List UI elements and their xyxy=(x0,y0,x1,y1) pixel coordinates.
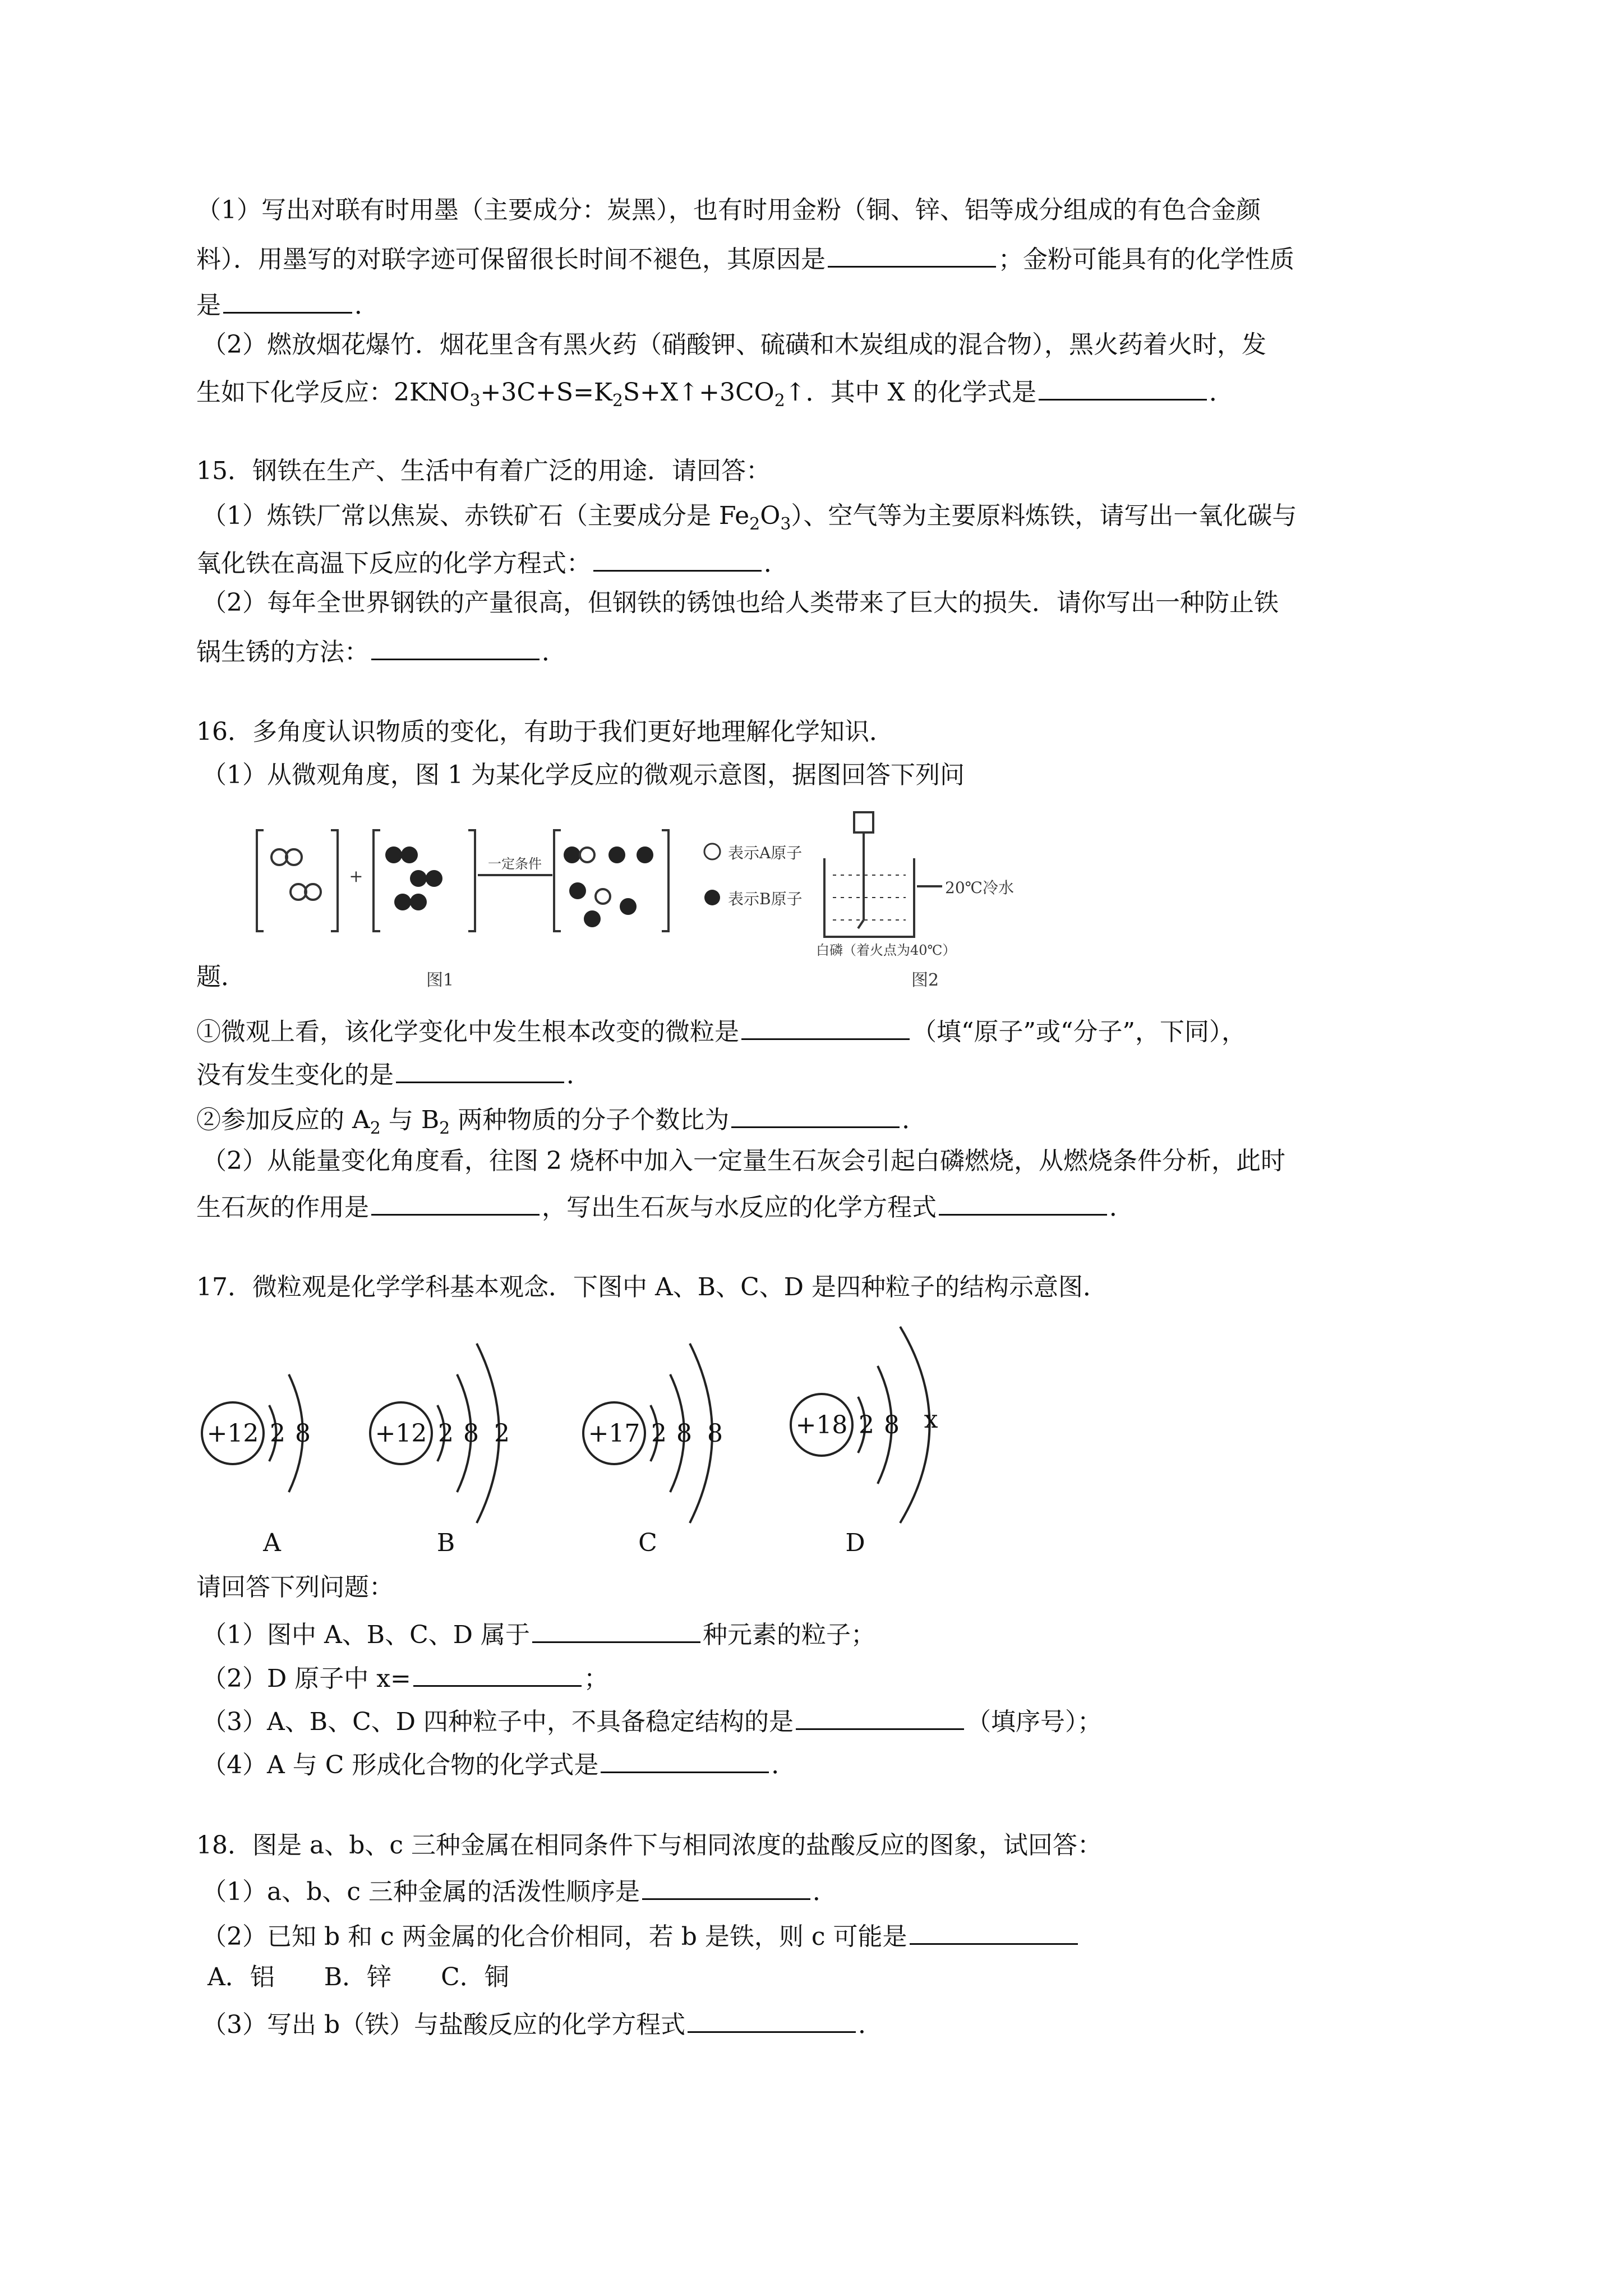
svg-text:+: + xyxy=(349,867,363,886)
fig1-caption: 图1 xyxy=(426,970,454,990)
q16-p1-line2: 题． xyxy=(196,963,246,991)
nucleus-c: +17 xyxy=(588,1419,640,1448)
nucleus-b: +12 xyxy=(375,1419,427,1448)
shell-a-1: 2 xyxy=(270,1419,285,1448)
q16-p2-line1: （2）从能量变化角度看，往图 2 烧杯中加入一定量生石灰会引起白磷燃烧，从燃烧条件分析，此时 xyxy=(202,1147,1285,1175)
q17-prompt: 请回答下列问题： xyxy=(196,1573,394,1602)
q17-s1: （1）图中 A、B、C、D 属于 种元素的粒子； xyxy=(202,1616,875,1652)
answer-blank[interactable] xyxy=(642,1872,810,1900)
q15-p1-line2: 氧化铁在高温下反应的化学方程式： ． xyxy=(196,544,789,581)
shell-b-3: 2 xyxy=(494,1419,510,1448)
answer-blank[interactable] xyxy=(910,1917,1078,1945)
shell-b-1: 2 xyxy=(438,1419,454,1448)
answer-blank[interactable] xyxy=(413,1659,582,1687)
q14-p1-line2: 料）．用墨写的对联字迹可保留很长时间不褪色，其原因是 ；金粉可能具有的化学性质 xyxy=(196,240,1294,277)
answer-blank[interactable] xyxy=(371,1188,540,1216)
label-a: A xyxy=(263,1529,281,1557)
shell-c-2: 8 xyxy=(676,1419,692,1448)
fig2-caption: 图2 xyxy=(911,970,939,990)
nucleus-d: +18 xyxy=(795,1411,848,1439)
answer-blank[interactable] xyxy=(796,1703,964,1730)
q17-title: 17．微粒观是化学学科基本观念．下图中 A、B、C、D 是四种粒子的结构示意图． xyxy=(196,1273,1108,1301)
answer-blank[interactable] xyxy=(601,1746,769,1773)
q18-s2: （2）已知 b 和 c 两金属的化合价相同，若 b 是铁，则 c 可能是 xyxy=(202,1917,1080,1954)
reaction-figure xyxy=(247,808,1077,959)
water-label: 20℃冷水 xyxy=(945,878,1014,897)
label-b: B xyxy=(436,1529,455,1557)
q16-s2: ②参加反应的 $A_2$ 与 $B_2$ 两种物质的分子个数比为 ． xyxy=(196,1101,926,1145)
shell-c-3: 8 xyxy=(707,1419,723,1448)
shell-b-2: 8 xyxy=(463,1419,479,1448)
answer-blank[interactable] xyxy=(828,240,996,268)
q16-s1-line2: 没有发生变化的是 ． xyxy=(196,1056,591,1092)
q18-title: 18．图是 a、b、c 三种金属在相同条件下与相同浓度的盐酸反应的图象，试回答： xyxy=(196,1831,1102,1860)
q15-p2-line1: （2）每年全世界钢铁的产量很高，但钢铁的锈蚀也给人类带来了巨大的损失．请你写出一种防止铁 xyxy=(202,588,1279,617)
answer-blank[interactable] xyxy=(371,633,540,660)
q15-p1-line1: （1）炼铁厂常以焦炭、赤铁矿石（主要成分是 $Fe_2O_3$）、空气等为主要原料炼铁，请写出一氧化碳与 xyxy=(202,501,1297,534)
answer-blank[interactable] xyxy=(688,2005,856,2033)
shell-a-2: 8 xyxy=(295,1419,311,1448)
q16-title: 16．多角度认识物质的变化，有助于我们更好地理解化学知识． xyxy=(196,717,894,746)
answer-blank[interactable] xyxy=(532,1616,700,1643)
answer-blank[interactable] xyxy=(223,286,352,314)
shell-d-3: x xyxy=(924,1405,938,1434)
answer-blank[interactable] xyxy=(1039,373,1207,401)
phosphorus-label: 白磷（着火点为40℃） xyxy=(816,942,956,958)
answer-blank[interactable] xyxy=(396,1056,564,1083)
legend-b: 表示B原子 xyxy=(728,890,803,908)
answer-blank[interactable] xyxy=(939,1188,1107,1216)
answer-blank[interactable] xyxy=(741,1013,910,1040)
q17-s4: （4）A 与 C 形成化合物的化学式是 ． xyxy=(202,1746,796,1782)
q15-title: 15．钢铁在生产、生活中有着广泛的用途．请回答： xyxy=(196,457,771,485)
q16-p2-line2: 生石灰的作用是 ，写出生石灰与水反应的化学方程式 ． xyxy=(196,1188,1134,1225)
q15-p2-line2: 锅生锈的方法： ． xyxy=(196,633,566,669)
nucleus-a: +12 xyxy=(206,1419,259,1448)
q18-s1: （1）a、b、c 三种金属的活泼性顺序是 ． xyxy=(202,1872,837,1909)
answer-blank[interactable] xyxy=(731,1101,900,1128)
label-c: C xyxy=(638,1529,657,1557)
shell-d-2: 8 xyxy=(884,1411,900,1439)
q16-p1-line1: （1）从微观角度，图 1 为某化学反应的微观示意图，据图回答下列问 xyxy=(202,761,965,789)
q14-p1-line1: （1）写出对联有时用墨（主要成分：炭黑），也有时用金粉（铜、锌、铝等成分组成的有色合金颜 xyxy=(196,196,1261,224)
q14-p2-line1: （2）燃放烟花爆竹．烟花里含有黑火药（硝酸钾、硫磺和木炭组成的混合物），黑火药着火时，发 xyxy=(202,330,1266,359)
shell-c-1: 2 xyxy=(651,1419,667,1448)
answer-blank[interactable] xyxy=(593,544,762,572)
q17-s2: （2）D 原子中 x= ； xyxy=(202,1659,608,1696)
label-d: D xyxy=(845,1529,865,1557)
legend-a: 表示A原子 xyxy=(728,844,803,862)
q14-p2-line2: 生如下化学反应：$2KNO_3+3C+S=K_2S+X↑+3CO_2↑$．其中 X 的化学式是 ． xyxy=(196,373,1234,418)
q18-s3: （3）写出 b（铁）与盐酸反应的化学方程式 ． xyxy=(202,2005,883,2042)
shell-d-1: 2 xyxy=(859,1411,874,1439)
q16-s1-line1: ①微观上看，该化学变化中发生根本改变的微粒是 （填“原子”或“分子”，下同）， xyxy=(196,1013,1246,1049)
atomic-structure-figure xyxy=(191,1313,1032,1559)
q17-s3: （3）A、B、C、D 四种粒子中，不具备稳定结构的是 （填序号）； xyxy=(202,1703,1102,1739)
q18-options: A．铝 B．锌 C．铜 xyxy=(208,1963,509,1991)
q14-p1-line3: 是 ． xyxy=(196,286,379,323)
arrow-label: 一定条件 xyxy=(488,856,542,872)
